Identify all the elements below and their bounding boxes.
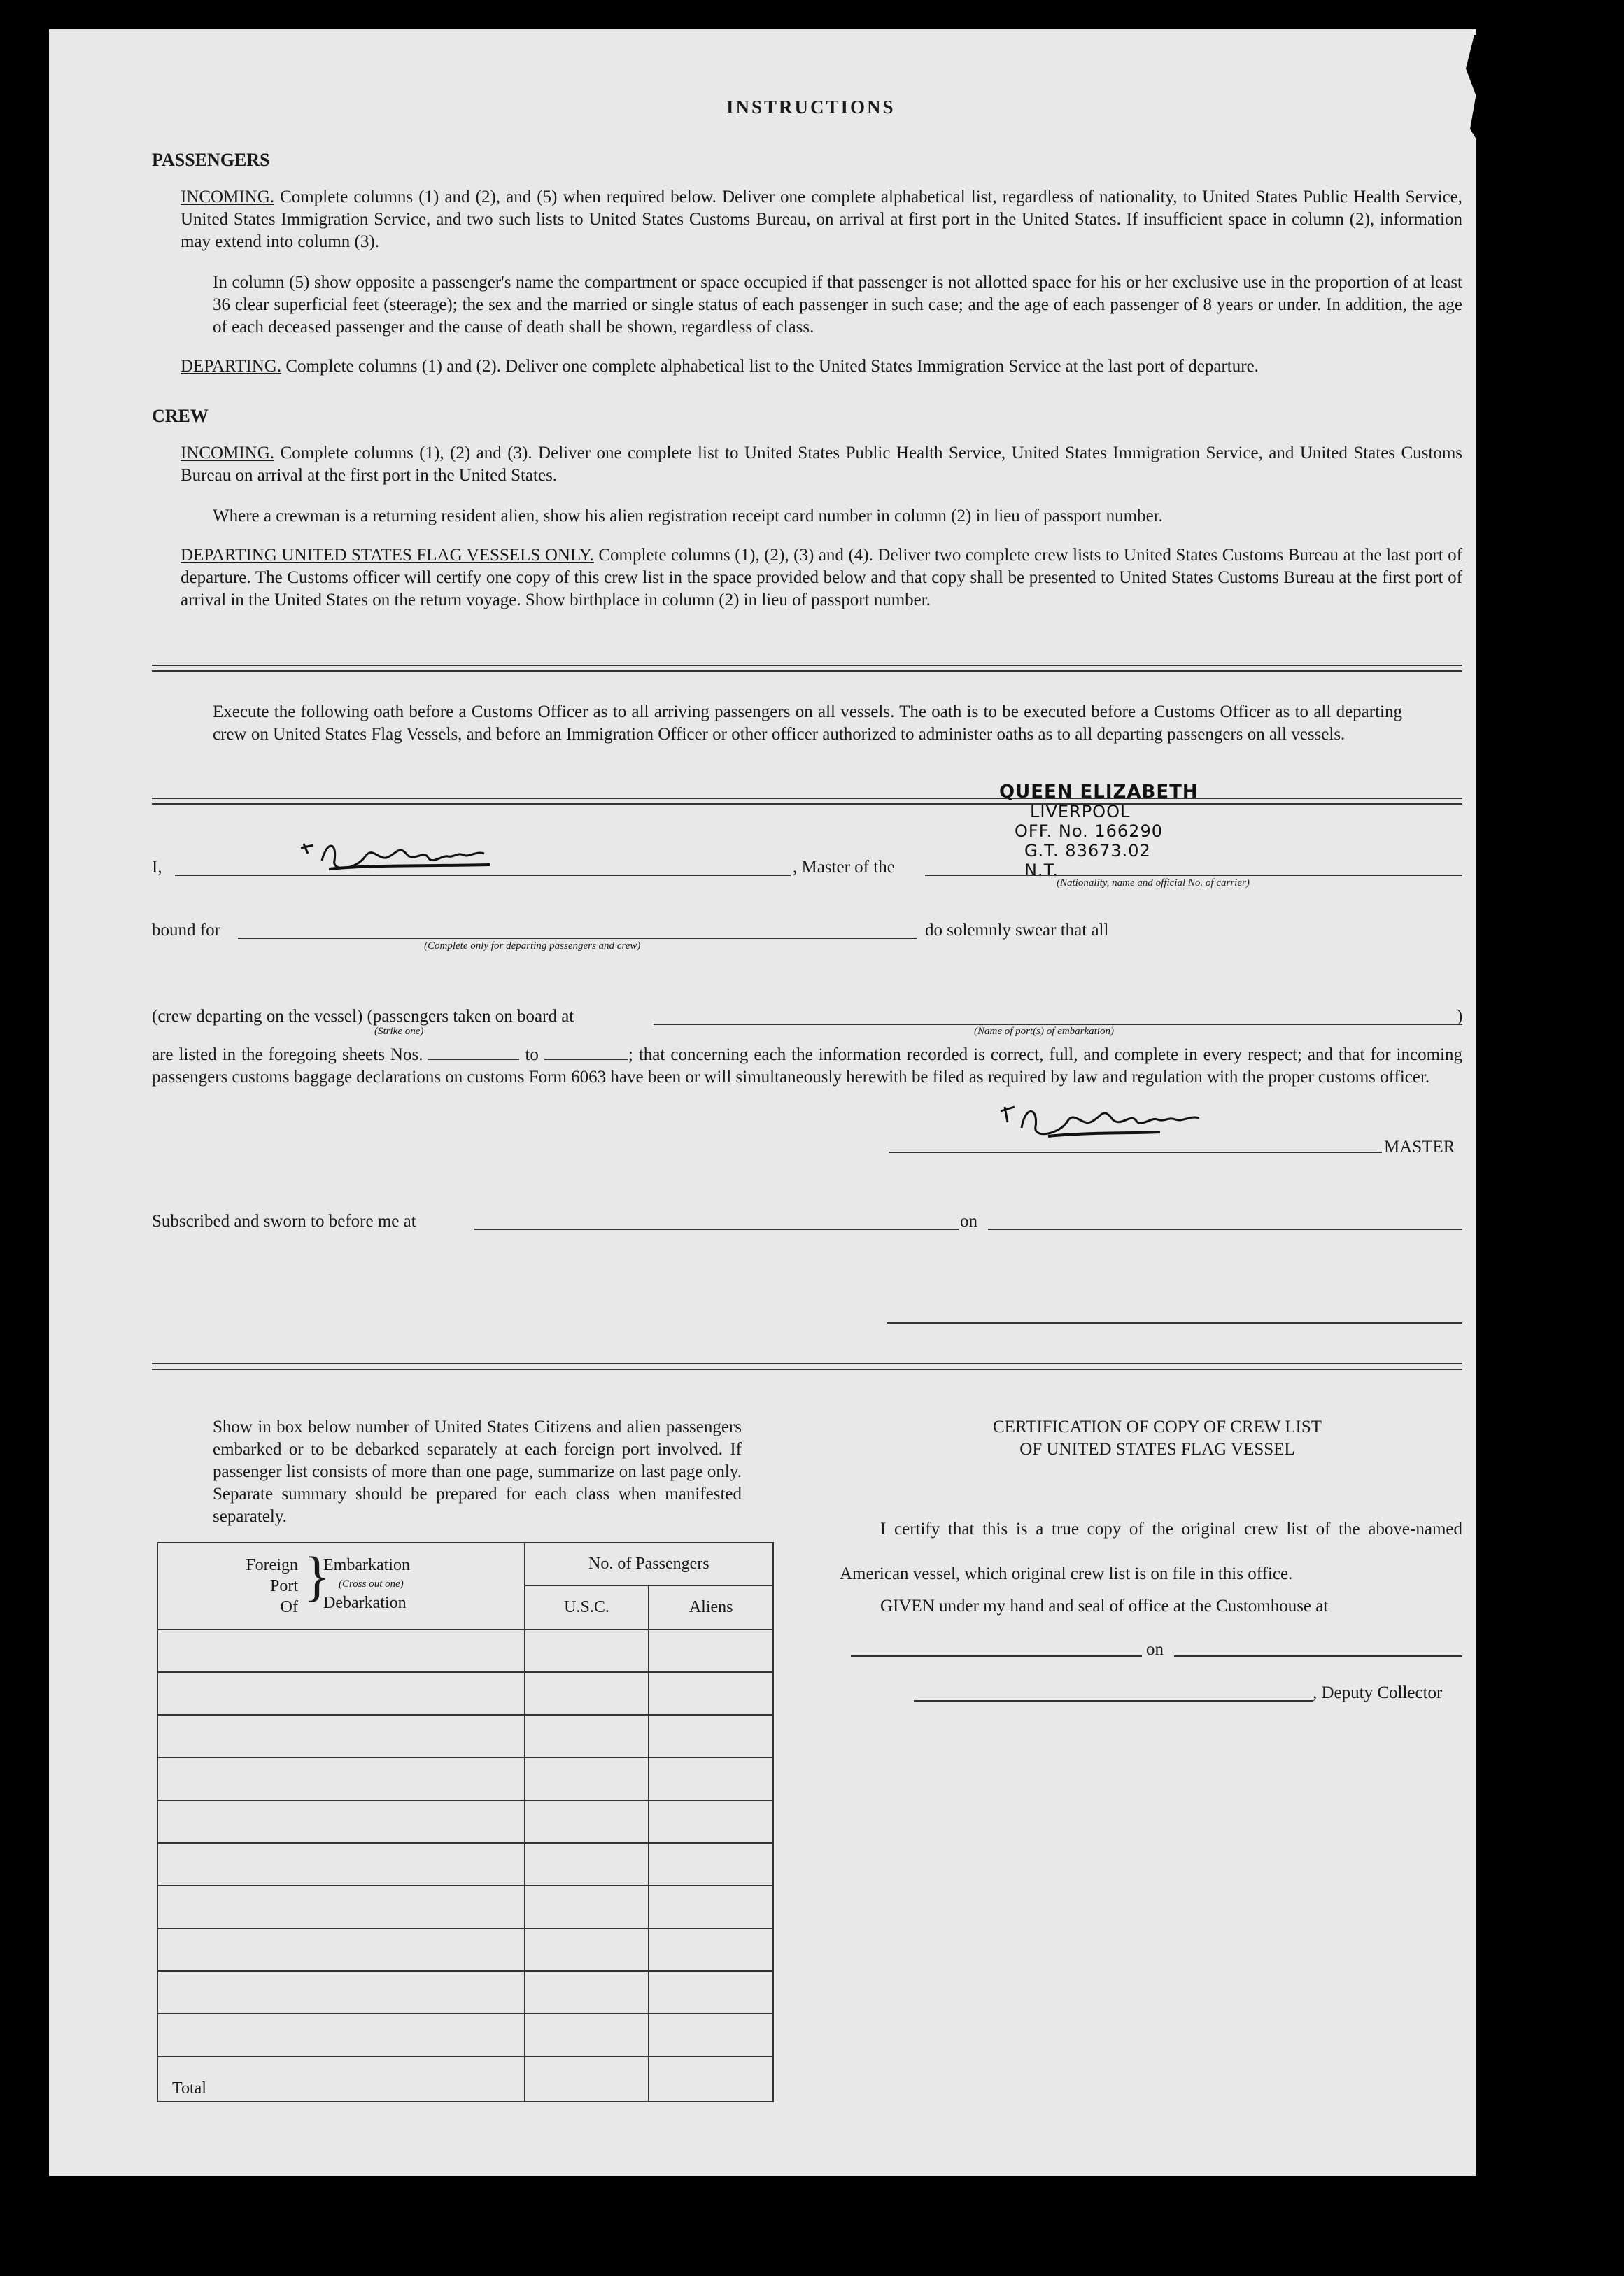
embarkation-ports-field[interactable]	[654, 1024, 1462, 1025]
usc-cell[interactable]	[525, 1800, 649, 1843]
aliens-cell[interactable]	[649, 1928, 773, 1971]
master-signature-field[interactable]	[889, 1152, 1382, 1153]
oath-crew-departing: (crew departing on the vessel) (passengers taken on board at	[152, 1007, 574, 1026]
port-cell[interactable]	[157, 1843, 525, 1886]
page-heading: INSTRUCTIONS	[726, 97, 896, 118]
total-usc-cell[interactable]	[525, 2056, 649, 2102]
master-label: MASTER	[1384, 1138, 1455, 1157]
summary-instructions: Show in box below number of United States Citizens and alien passengers embarked or to be debarked separately at each foreign port involved. If passenger list consists of more than one page, summarize on last page only. Separate summary should be prepared for each class when manifested separately.	[213, 1418, 742, 1526]
col-usc: U.S.C.	[525, 1585, 649, 1630]
ports-caption: (Name of port(s) of embarkation)	[974, 1026, 1114, 1037]
crew-departing	[181, 544, 1462, 612]
oath-bound-for: bound for	[152, 921, 220, 940]
oath-listed-rest: ; that concerning each the information recorded is correct, full, and complete in every respect; and that for incoming passengers customs baggage declarations on customs Form 6063 have been or will simultaneously herewith be filed as required by law and regulation with the proper customs officer.	[152, 1045, 1462, 1087]
aliens-cell[interactable]	[649, 1971, 773, 2014]
col-debarkation: Debarkation	[323, 1594, 407, 1612]
table-row	[157, 2014, 773, 2056]
port-cell[interactable]	[157, 2014, 525, 2056]
oath-master-of: , Master of the	[793, 858, 895, 877]
col-port: Port	[269, 1577, 298, 1595]
crew-departing-label: DEPARTING UNITED STATES FLAG VESSELS ONLY.	[181, 546, 594, 565]
vessel-net-tonnage: N.T.	[1024, 861, 1059, 880]
strike-one-caption: (Strike one)	[374, 1026, 424, 1037]
oath-swear: do solemnly swear that all	[925, 921, 1109, 940]
divider	[152, 803, 1462, 805]
crew-departing-text: Complete columns (1), (2), (3) and (4). Deliver two complete crew lists to United States Customs Bureau at the last port of departure. The Customs officer will certify one copy of this crew list in the space provided below and that copy shall be presented to United States Customs Bureau at the first port of arrival in the United States on the return voyage. Show birthplace in column (2) in lieu of passport number.	[181, 546, 1462, 609]
certification-date-field[interactable]	[1174, 1655, 1462, 1657]
oath-to: to	[525, 1045, 539, 1064]
customhouse-field[interactable]	[851, 1655, 1142, 1657]
oath-close-paren: )	[1457, 1007, 1463, 1026]
certification-deputy: , Deputy Collector	[1313, 1683, 1443, 1702]
port-cell[interactable]	[157, 1672, 525, 1715]
table-row	[157, 1672, 773, 1715]
port-cell[interactable]	[157, 1630, 525, 1672]
vessel-port: LIVERPOOL	[1030, 802, 1131, 821]
port-cell[interactable]	[157, 1758, 525, 1800]
col-embarkation: Embarkation	[323, 1556, 410, 1574]
total-aliens-cell[interactable]	[649, 2056, 773, 2102]
deputy-collector-field[interactable]	[914, 1700, 1313, 1702]
torn-corner	[1466, 35, 1550, 371]
crew-incoming-text: Complete columns (1), (2) and (3). Deliver one complete list to United States Public Health Service, United States Immigration Service, and United States Customs Bureau on arrival at the first port in the United States.	[181, 444, 1462, 485]
divider	[152, 665, 1462, 666]
usc-cell[interactable]	[525, 1886, 649, 1928]
crew-incoming-label: INCOMING.	[181, 444, 275, 462]
aliens-cell[interactable]	[649, 1843, 773, 1886]
aliens-cell[interactable]	[649, 1886, 773, 1928]
passengers-title: PASSENGERS	[152, 150, 270, 170]
usc-cell[interactable]	[525, 1672, 649, 1715]
aliens-cell[interactable]	[649, 1715, 773, 1758]
col-of: Of	[280, 1598, 298, 1616]
certification-title-line2: OF UNITED STATES FLAG VESSEL	[1019, 1440, 1295, 1459]
port-cell[interactable]	[157, 1715, 525, 1758]
vessel-stamp	[999, 782, 1199, 880]
oath-intro: Execute the following oath before a Customs Officer as to all arriving passengers on all vessels. The oath is to be executed before a Customs Officer as to all departing crew on United States Flag Vessels, and before an Immigration Officer or other officer authorized to administer oaths as to all departing passengers on all vessels.	[213, 702, 1402, 744]
port-header-cell	[157, 1543, 525, 1630]
col-crossout: (Cross out one)	[339, 1578, 404, 1590]
passenger-summary-table	[157, 1542, 774, 2102]
aliens-cell[interactable]	[649, 2014, 773, 2056]
passengers-column5: In column (5) show opposite a passenger's name the compartment or space occupied if that passenger is not allotted space for his or her exclusive use in the proportion of at least 36 clear superficial feet (steerage); the sex and the married or single status of each passenger in such case; and the age of each passenger of 8 years or under. In addition, the age of each deceased passenger and the cause of death shall be shown, regardless of class.	[213, 273, 1462, 337]
officer-signature-field[interactable]	[887, 1322, 1462, 1324]
oath-on: on	[960, 1212, 977, 1231]
port-cell[interactable]	[157, 1800, 525, 1843]
aliens-cell[interactable]	[649, 1758, 773, 1800]
total-label: Total	[157, 2056, 525, 2102]
certification-text: I certify that this is a true copy of the original crew list of the above-named American vessel, which original crew list is on file in this office.	[840, 1520, 1462, 1583]
passengers-departing-label: DEPARTING.	[181, 357, 282, 376]
usc-cell[interactable]	[525, 1843, 649, 1886]
oath-listed	[152, 1044, 1462, 1089]
passengers-departing-text: Complete columns (1) and (2). Deliver one complete alphabetical list to the United States Immigration Service at the last port of departure.	[285, 357, 1259, 376]
divider	[152, 1369, 1462, 1370]
divider	[152, 670, 1462, 672]
col-no-passengers: No. of Passengers	[525, 1543, 773, 1585]
passengers-departing	[181, 355, 1462, 378]
sworn-place-field[interactable]	[474, 1229, 959, 1230]
master-signature-2	[994, 1097, 1259, 1153]
vessel-name: QUEEN ELIZABETH	[999, 782, 1199, 803]
crew-incoming	[181, 442, 1462, 487]
vessel-gross-tonnage: G.T. 83673.02	[1024, 841, 1151, 861]
col-foreign: Foreign	[246, 1556, 298, 1574]
certification-given: GIVEN under my hand and seal of office at the Customhouse at	[880, 1597, 1329, 1616]
table-row	[157, 1886, 773, 1928]
oath-listed-text: are listed in the foregoing sheets Nos.	[152, 1045, 423, 1064]
sworn-date-field[interactable]	[988, 1229, 1462, 1230]
port-cell[interactable]	[157, 1971, 525, 2014]
port-cell[interactable]	[157, 1928, 525, 1971]
certification-title	[849, 1416, 1465, 1461]
passengers-incoming	[181, 186, 1462, 253]
master-signature	[294, 833, 525, 882]
passengers-incoming-label: INCOMING.	[181, 188, 275, 206]
certification-title-line1: CERTIFICATION OF COPY OF CREW LIST	[992, 1418, 1322, 1436]
carrier-field[interactable]	[925, 875, 1462, 876]
aliens-cell[interactable]	[649, 1672, 773, 1715]
usc-cell[interactable]	[525, 1971, 649, 2014]
usc-cell[interactable]	[525, 1758, 649, 1800]
aliens-cell[interactable]	[649, 1630, 773, 1672]
oath-subscribed: Subscribed and sworn to before me at	[152, 1212, 416, 1231]
oath-i-label: I,	[152, 858, 162, 877]
usc-cell[interactable]	[525, 1630, 649, 1672]
crew-title: CREW	[152, 406, 209, 426]
usc-cell[interactable]	[525, 1715, 649, 1758]
usc-cell[interactable]	[525, 2014, 649, 2056]
bound-for-caption: (Complete only for departing passengers and crew)	[424, 940, 641, 952]
table-row	[157, 1715, 773, 1758]
passengers-incoming-text: Complete columns (1) and (2), and (5) when required below. Deliver one complete alphabetical list, regardless of nationality, to United States Public Health Service, United States Immigration Service, and two such lists to United States Customs Bureau, on arrival at first port in the United States. If insufficient space in column (2), information may extend into column (3).	[181, 188, 1463, 251]
divider	[152, 1363, 1462, 1364]
aliens-cell[interactable]	[649, 1800, 773, 1843]
port-cell[interactable]	[157, 1886, 525, 1928]
bound-for-field[interactable]	[238, 938, 917, 939]
vessel-official-number: OFF. No. 166290	[1015, 821, 1163, 841]
carrier-caption: (Nationality, name and official No. of carrier)	[1057, 877, 1250, 889]
crew-resident: Where a crewman is a returning resident alien, show his alien registration receipt card number in column (2) in lieu of passport number.	[213, 507, 1163, 525]
total-row	[157, 2056, 773, 2102]
divider	[152, 798, 1462, 799]
usc-cell[interactable]	[525, 1928, 649, 1971]
table-row	[157, 1630, 773, 1672]
brace-icon: }	[304, 1546, 330, 1606]
table-row	[157, 1843, 773, 1886]
table-row	[157, 1800, 773, 1843]
sheet-from-field[interactable]	[428, 1045, 519, 1060]
table-row	[157, 1758, 773, 1800]
certification-on: on	[1146, 1640, 1164, 1659]
table-row	[157, 1928, 773, 1971]
sheet-to-field[interactable]	[544, 1045, 628, 1060]
col-aliens: Aliens	[649, 1585, 773, 1630]
table-row	[157, 1971, 773, 2014]
